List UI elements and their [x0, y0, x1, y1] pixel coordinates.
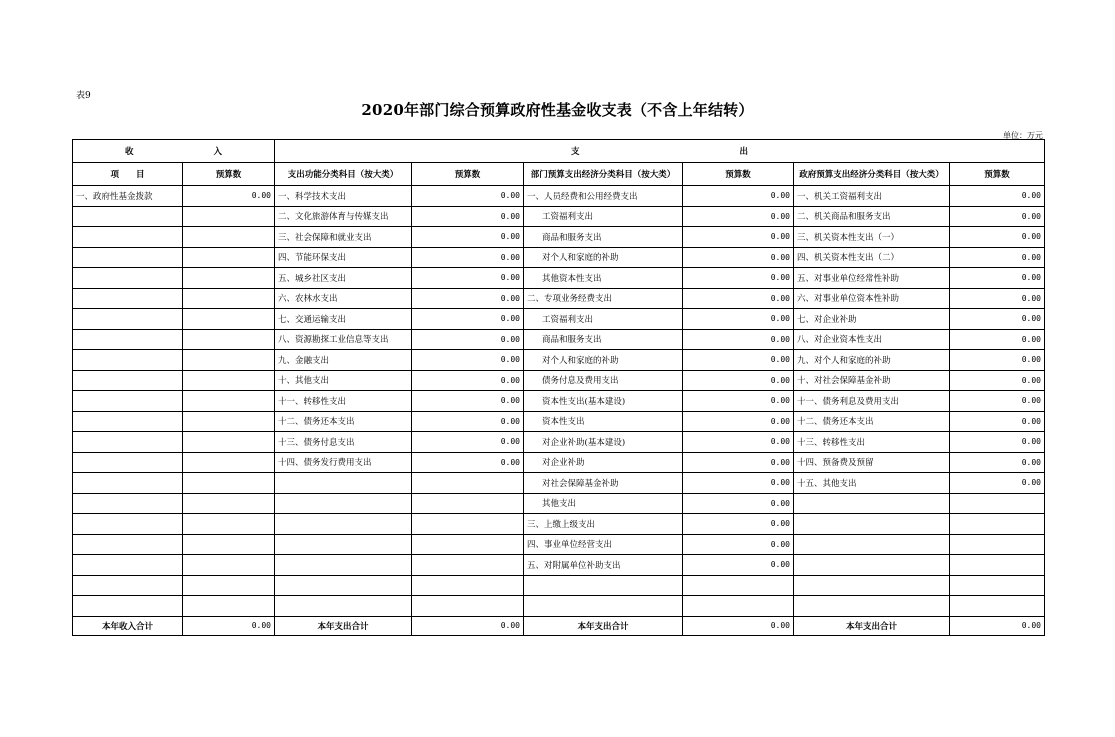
item-cell [73, 452, 183, 473]
item-cell: 六、农林水支出 [275, 288, 412, 309]
item-cell: 一、政府性基金拨款 [73, 186, 183, 207]
column-header: 预算数 [950, 163, 1045, 186]
table-row [73, 555, 1045, 576]
column-header: 预算数 [412, 163, 524, 186]
table-row [73, 247, 1045, 268]
item-cell: 五、城乡社区支出 [275, 268, 412, 289]
table-row [73, 329, 1045, 350]
amount-cell: 0.00 [683, 350, 794, 371]
item-cell [73, 268, 183, 289]
income-header: 收 入 [73, 140, 275, 163]
amount-cell: 0.00 [683, 186, 794, 207]
item-cell: 六、对事业单位资本性补助 [794, 288, 950, 309]
amount-cell [183, 329, 275, 350]
page-title: 2020年部门综合预算政府性基金收支表（不含上年结转） [361, 101, 754, 119]
amount-cell: 0.00 [950, 370, 1045, 391]
amount-cell: 0.00 [950, 473, 1045, 494]
amount-cell [183, 432, 275, 453]
item-cell: 三、机关资本性支出（一） [794, 227, 950, 248]
amount-cell: 0.00 [683, 247, 794, 268]
item-cell: 十二、债务还本支出 [794, 411, 950, 432]
amount-cell: 0.00 [412, 288, 524, 309]
expense-header: 支 出 [275, 140, 1045, 163]
table-row [73, 493, 1045, 514]
amount-cell: 0.00 [950, 432, 1045, 453]
item-cell: 一、人员经费和公用经费支出 [524, 186, 683, 207]
item-cell [794, 575, 950, 596]
item-cell: 九、对个人和家庭的补助 [794, 350, 950, 371]
item-cell [524, 575, 683, 596]
amount-cell: 0.00 [950, 247, 1045, 268]
item-cell: 商品和服务支出 [524, 329, 683, 350]
amount-cell: 0.00 [683, 329, 794, 350]
item-cell: 八、资源勘探工业信息等支出 [275, 329, 412, 350]
budget-table [72, 139, 1045, 636]
item-cell: 四、事业单位经营支出 [524, 534, 683, 555]
amount-cell [412, 514, 524, 535]
amount-cell: 0.00 [683, 452, 794, 473]
table-row [73, 206, 1045, 227]
item-cell [73, 514, 183, 535]
item-cell: 对个人和家庭的补助 [524, 247, 683, 268]
amount-cell: 0.00 [950, 206, 1045, 227]
item-cell [794, 555, 950, 576]
item-cell: 七、交通运输支出 [275, 309, 412, 330]
item-cell [794, 514, 950, 535]
item-cell: 五、对附属单位补助支出 [524, 555, 683, 576]
amount-cell: 0.00 [412, 391, 524, 412]
item-cell [73, 227, 183, 248]
amount-cell [183, 391, 275, 412]
table-row [73, 186, 1045, 207]
item-cell: 对个人和家庭的补助 [524, 350, 683, 371]
amount-cell [183, 473, 275, 494]
amount-cell: 0.00 [412, 206, 524, 227]
total-amount-cell: 0.00 [950, 616, 1045, 635]
item-cell: 十一、转移性支出 [275, 391, 412, 412]
item-cell [275, 514, 412, 535]
amount-cell [183, 268, 275, 289]
item-cell [794, 493, 950, 514]
item-cell [73, 575, 183, 596]
total-label-cell: 本年支出合计 [275, 616, 412, 635]
total-amount-cell: 0.00 [683, 616, 794, 635]
item-cell [275, 555, 412, 576]
amount-cell: 0.00 [683, 309, 794, 330]
amount-cell [183, 370, 275, 391]
amount-cell [683, 575, 794, 596]
amount-cell: 0.00 [183, 186, 275, 207]
item-cell: 十一、债务利息及费用支出 [794, 391, 950, 412]
item-cell [73, 391, 183, 412]
amount-cell: 0.00 [683, 227, 794, 248]
amount-cell: 0.00 [683, 555, 794, 576]
amount-cell: 0.00 [950, 288, 1045, 309]
item-cell [275, 596, 412, 617]
table-row [73, 411, 1045, 432]
amount-cell [183, 514, 275, 535]
amount-cell: 0.00 [412, 411, 524, 432]
table-row [73, 370, 1045, 391]
item-cell: 二、机关商品和服务支出 [794, 206, 950, 227]
column-header: 项 目 [73, 163, 183, 186]
amount-cell [412, 596, 524, 617]
table-row [73, 268, 1045, 289]
item-cell: 工资福利支出 [524, 206, 683, 227]
item-cell [794, 596, 950, 617]
amount-cell: 0.00 [683, 493, 794, 514]
item-cell: 四、机关资本性支出（二） [794, 247, 950, 268]
item-cell: 对社会保障基金补助 [524, 473, 683, 494]
amount-cell: 0.00 [683, 514, 794, 535]
amount-cell [183, 288, 275, 309]
amount-cell: 0.00 [412, 227, 524, 248]
amount-cell [412, 555, 524, 576]
item-cell: 十三、债务付息支出 [275, 432, 412, 453]
column-header-row [73, 163, 1045, 186]
amount-cell [183, 411, 275, 432]
item-cell [73, 493, 183, 514]
amount-cell [412, 473, 524, 494]
item-cell: 三、上缴上级支出 [524, 514, 683, 535]
item-cell [73, 370, 183, 391]
amount-cell: 0.00 [950, 411, 1045, 432]
item-cell: 对企业补助(基本建设) [524, 432, 683, 453]
column-header: 预算数 [183, 163, 275, 186]
amount-cell [183, 206, 275, 227]
item-cell: 工资福利支出 [524, 309, 683, 330]
item-cell: 十三、转移性支出 [794, 432, 950, 453]
total-amount-cell: 0.00 [412, 616, 524, 635]
item-cell: 四、节能环保支出 [275, 247, 412, 268]
item-cell: 其他支出 [524, 493, 683, 514]
column-header: 政府预算支出经济分类科目（按大类） [794, 163, 950, 186]
item-cell [73, 288, 183, 309]
table-row [73, 473, 1045, 494]
item-cell: 十四、预备费及预留 [794, 452, 950, 473]
amount-cell [183, 247, 275, 268]
amount-cell: 0.00 [950, 186, 1045, 207]
table-row [73, 350, 1045, 371]
item-cell: 十、其他支出 [275, 370, 412, 391]
item-cell: 三、社会保障和就业支出 [275, 227, 412, 248]
item-cell: 一、机关工资福利支出 [794, 186, 950, 207]
item-cell [794, 534, 950, 555]
item-cell: 十四、债务发行费用支出 [275, 452, 412, 473]
amount-cell [412, 575, 524, 596]
item-cell: 对企业补助 [524, 452, 683, 473]
amount-cell: 0.00 [683, 391, 794, 412]
table-row [73, 432, 1045, 453]
item-cell: 一、科学技术支出 [275, 186, 412, 207]
amount-cell: 0.00 [683, 288, 794, 309]
amount-cell [950, 575, 1045, 596]
table-row [73, 391, 1045, 412]
amount-cell: 0.00 [950, 452, 1045, 473]
amount-cell: 0.00 [683, 473, 794, 494]
table-row [73, 288, 1045, 309]
amount-cell: 0.00 [950, 350, 1045, 371]
item-cell: 五、对事业单位经常性补助 [794, 268, 950, 289]
item-cell [73, 329, 183, 350]
top-header-row [73, 140, 1045, 163]
item-cell [73, 411, 183, 432]
amount-cell: 0.00 [412, 350, 524, 371]
item-cell [73, 206, 183, 227]
item-cell: 十二、债务还本支出 [275, 411, 412, 432]
amount-cell: 0.00 [412, 268, 524, 289]
amount-cell: 0.00 [412, 452, 524, 473]
amount-cell: 0.00 [683, 206, 794, 227]
item-cell: 债务付息及费用支出 [524, 370, 683, 391]
total-amount-cell: 0.00 [183, 616, 275, 635]
item-cell: 十、对社会保障基金补助 [794, 370, 950, 391]
totals-row [73, 616, 1045, 635]
amount-cell [950, 534, 1045, 555]
amount-cell [683, 596, 794, 617]
item-cell: 九、金融支出 [275, 350, 412, 371]
amount-cell: 0.00 [950, 227, 1045, 248]
table-row [73, 309, 1045, 330]
item-cell: 七、对企业补助 [794, 309, 950, 330]
item-cell: 资本性支出 [524, 411, 683, 432]
item-cell [73, 432, 183, 453]
amount-cell [183, 452, 275, 473]
amount-cell [183, 493, 275, 514]
amount-cell: 0.00 [412, 432, 524, 453]
amount-cell: 0.00 [412, 186, 524, 207]
item-cell: 二、文化旅游体育与传媒支出 [275, 206, 412, 227]
amount-cell: 0.00 [950, 391, 1045, 412]
item-cell [275, 493, 412, 514]
amount-cell [183, 596, 275, 617]
amount-cell [183, 534, 275, 555]
item-cell [73, 350, 183, 371]
table-row [73, 514, 1045, 535]
amount-cell [950, 493, 1045, 514]
amount-cell [412, 493, 524, 514]
table-row [73, 575, 1045, 596]
item-cell: 其他资本性支出 [524, 268, 683, 289]
amount-cell [183, 350, 275, 371]
item-cell [73, 473, 183, 494]
amount-cell: 0.00 [412, 370, 524, 391]
item-cell: 商品和服务支出 [524, 227, 683, 248]
amount-cell: 0.00 [683, 411, 794, 432]
item-cell: 十五、其他支出 [794, 473, 950, 494]
total-label-cell: 本年收入合计 [73, 616, 183, 635]
amount-cell: 0.00 [683, 534, 794, 555]
amount-cell: 0.00 [412, 329, 524, 350]
amount-cell: 0.00 [412, 247, 524, 268]
amount-cell: 0.00 [950, 309, 1045, 330]
unit-label: 单位：万元 [1003, 131, 1043, 140]
amount-cell [183, 309, 275, 330]
table-row [73, 452, 1045, 473]
table-row [73, 227, 1045, 248]
item-cell: 八、对企业资本性支出 [794, 329, 950, 350]
amount-cell: 0.00 [950, 329, 1045, 350]
amount-cell [412, 534, 524, 555]
amount-cell [183, 575, 275, 596]
amount-cell [950, 555, 1045, 576]
item-cell [73, 309, 183, 330]
amount-cell [950, 514, 1045, 535]
table-number: 表9 [76, 91, 91, 101]
amount-cell [183, 227, 275, 248]
amount-cell: 0.00 [412, 309, 524, 330]
amount-cell: 0.00 [683, 432, 794, 453]
item-cell [73, 534, 183, 555]
item-cell [275, 575, 412, 596]
amount-cell [183, 555, 275, 576]
amount-cell [950, 596, 1045, 617]
item-cell [73, 555, 183, 576]
column-header: 部门预算支出经济分类科目（按大类） [524, 163, 683, 186]
amount-cell: 0.00 [683, 370, 794, 391]
total-label-cell: 本年支出合计 [524, 616, 683, 635]
item-cell [73, 247, 183, 268]
item-cell [275, 534, 412, 555]
amount-cell: 0.00 [950, 268, 1045, 289]
column-header: 支出功能分类科目（按大类） [275, 163, 412, 186]
item-cell [524, 596, 683, 617]
item-cell [275, 473, 412, 494]
column-header: 预算数 [683, 163, 794, 186]
table-row [73, 534, 1045, 555]
total-label-cell: 本年支出合计 [794, 616, 950, 635]
amount-cell: 0.00 [683, 268, 794, 289]
item-cell: 资本性支出(基本建设) [524, 391, 683, 412]
table-row [73, 596, 1045, 617]
item-cell: 二、专项业务经费支出 [524, 288, 683, 309]
item-cell [73, 596, 183, 617]
